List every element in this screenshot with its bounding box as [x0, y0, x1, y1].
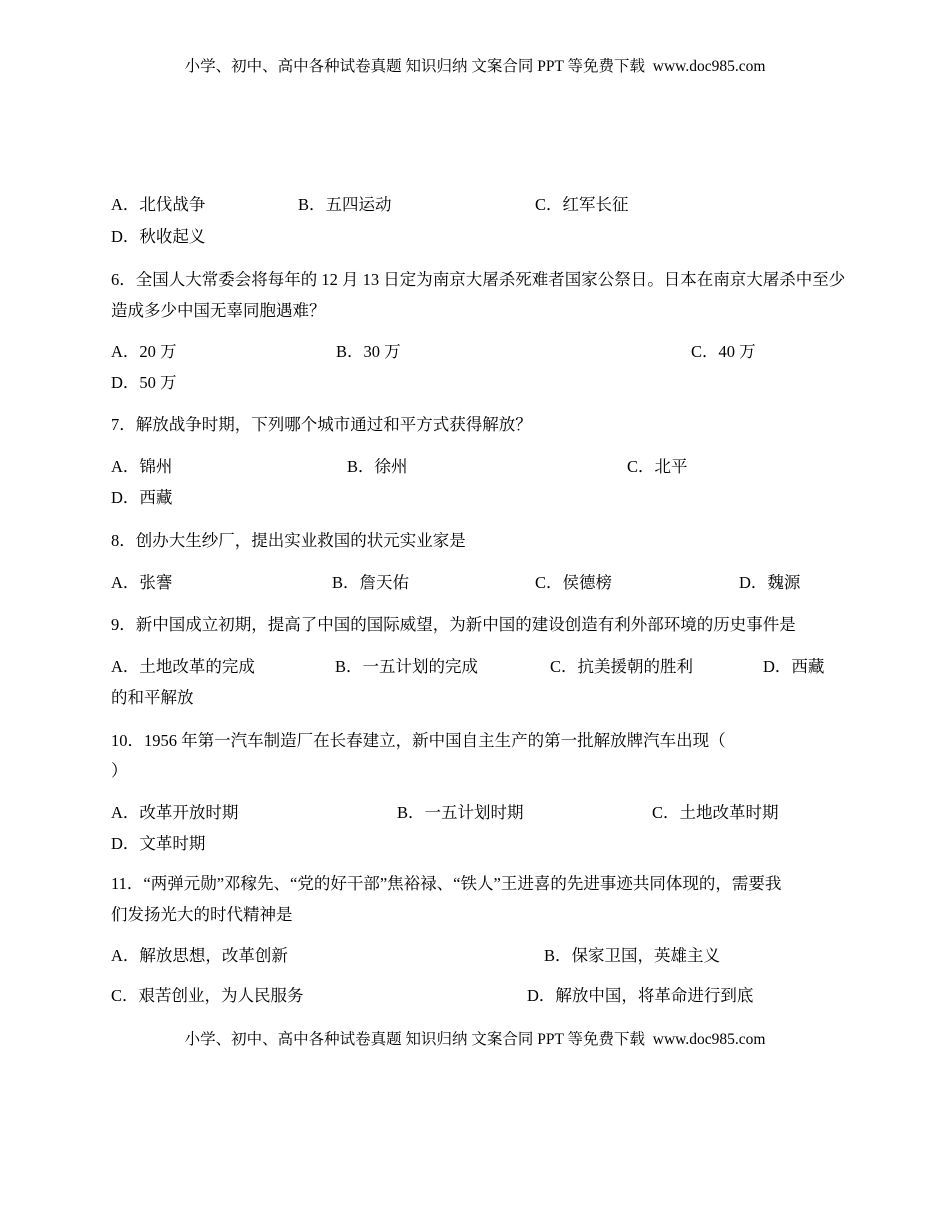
- question-8-option-a: A．张謇: [111, 573, 173, 592]
- header-watermark: 小学、初中、高中各种试卷真题 知识归纳 文案合同 PPT 等免费下载 www.doc985.com: [184, 58, 766, 75]
- question-7-options-row-1: [0, 452, 950, 482]
- question-7-option-b: B．徐州: [347, 457, 408, 476]
- question-7-options-row-2: [0, 483, 950, 513]
- question-6-stem-line-1: 6．全国人大常委会将每年的 12 月 13 日定为南京大屠杀死难者国家公祭日。日本在南京大屠杀中至少: [111, 270, 846, 289]
- question-10-option-c: C．土地改革时期: [652, 803, 779, 822]
- question-9-option-a: A．土地改革的完成: [111, 657, 255, 676]
- question-11-option-a: A．解放思想，改革创新: [111, 946, 288, 965]
- question-7-stem: 7．解放战争时期，下列哪个城市通过和平方式获得解放？: [111, 415, 532, 434]
- question-10-option-b: B．一五计划时期: [397, 803, 524, 822]
- prev-question-options-row-2: [0, 222, 950, 252]
- prev-option-c: C．红军长征: [535, 195, 629, 214]
- question-6-stem-line-2: 造成多少中国无辜同胞遇难？: [111, 301, 326, 320]
- question-8-option-b: B．詹天佑: [332, 573, 410, 592]
- question-11-option-d: D．解放中国，将革命进行到底: [527, 986, 754, 1005]
- question-10-stem-line-1: 10．1956 年第一汽车制造厂在长春建立，新中国自主生产的第一批解放牌汽车出现（: [111, 731, 726, 750]
- prev-option-a: A．北伐战争: [111, 195, 206, 214]
- question-11-stem-line-2: 们发扬光大的时代精神是: [111, 905, 293, 924]
- question-9-option-d-wrap: 的和平解放: [111, 688, 194, 707]
- question-10-option-a: A．改革开放时期: [111, 803, 239, 822]
- question-9-option-c: C．抗美援朝的胜利: [550, 657, 694, 676]
- question-8-option-d: D．魏源: [739, 573, 801, 592]
- question-11-option-c: C．艰苦创业，为人民服务: [111, 986, 304, 1005]
- prev-option-b: B．五四运动: [298, 195, 392, 214]
- question-11-option-b: B．保家卫国，英雄主义: [544, 946, 721, 965]
- question-9-option-b: B．一五计划的完成: [335, 657, 479, 676]
- footer-watermark: 小学、初中、高中各种试卷真题 知识归纳 文案合同 PPT 等免费下载 www.doc985.com: [184, 1031, 766, 1048]
- question-7-option-c: C．北平: [627, 457, 688, 476]
- question-9-stem: 9．新中国成立初期，提高了中国的国际威望，为新中国的建设创造有利外部环境的历史事件是: [111, 615, 796, 634]
- question-6-option-a: A．20 万: [111, 342, 177, 361]
- question-9-option-d: D．西藏: [763, 657, 825, 676]
- question-11-options-row-1: [0, 941, 950, 971]
- question-10-options-row-1: [0, 798, 950, 828]
- question-7-option-a: A．锦州: [111, 457, 173, 476]
- question-10-option-d: D．文革时期: [111, 834, 206, 853]
- question-6-option-c: C．40 万: [691, 342, 756, 361]
- question-10-stem-line-2: ）: [111, 761, 128, 780]
- question-11-stem-line-1: 11．“两弹元勋”邓稼先、“党的好干部”焦裕禄、“铁人”王进喜的先进事迹共同体现的，需要我: [111, 874, 782, 893]
- question-10-options-row-2: [0, 829, 950, 859]
- prev-question-options-row-1: [0, 190, 950, 220]
- question-6-option-b: B．30 万: [336, 342, 401, 361]
- question-6-options-row-1: [0, 337, 950, 367]
- question-8-stem: 8．创办大生纱厂，提出实业救国的状元实业家是: [111, 531, 466, 550]
- question-11-options-row-2: [0, 981, 950, 1011]
- question-7-option-d: D．西藏: [111, 488, 173, 507]
- question-8-option-c: C．侯德榜: [535, 573, 613, 592]
- question-6-option-d: D．50 万: [111, 373, 177, 392]
- prev-option-d: D．秋收起义: [111, 227, 206, 246]
- question-8-options-row-1: [0, 568, 950, 598]
- question-6-options-row-2: [0, 368, 950, 398]
- question-9-options-row-1: [0, 652, 950, 682]
